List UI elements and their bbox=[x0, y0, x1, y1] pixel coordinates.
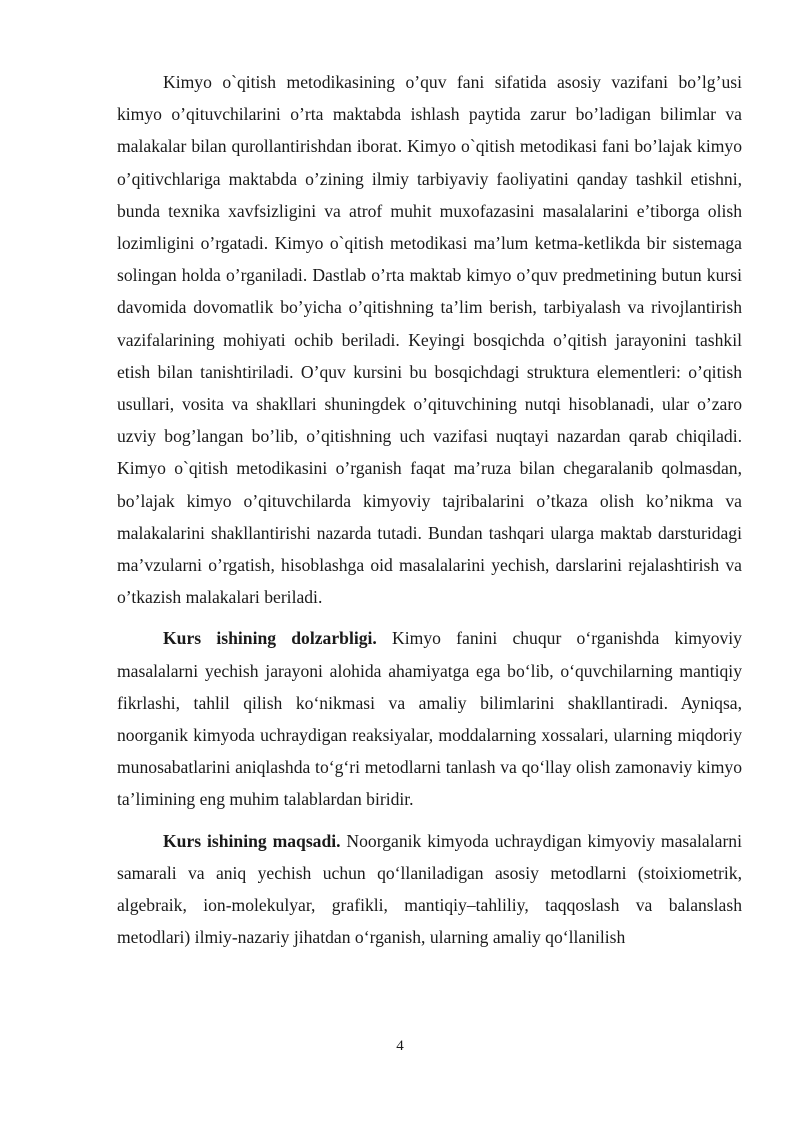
paragraph-goal bbox=[117, 825, 742, 954]
paragraph-relevance bbox=[117, 622, 742, 815]
paragraph-intro bbox=[117, 66, 742, 613]
relevance-heading: Kurs ishining dolzarbligi. bbox=[163, 628, 377, 649]
page-number: 4 bbox=[396, 1038, 404, 1054]
page-body bbox=[117, 66, 742, 953]
paragraph-goal-text: Noorganik kimyoda uchraydigan kimyoviy masalalarni samarali va aniq yechish uchun qo‘llaniladigan asosiy metodlarni (stoixiometrik, algebraik, ion-molekulyar, grafikli, mantiqiy–tahliliy, taqqoslash va balanslash metodlari) ilmiy-nazariy jihatdan o‘rganish, ularning amaliy qo‘llanilish bbox=[117, 830, 742, 948]
paragraph-intro-text: Kimyo o`qitish metodikasining o’quv fani sifatida asosiy vazifani bo’lg’usi kimyo o’qituvchilarini o’rta maktabda ishlash paytida zarur bo’ladigan bilimlar va malakalar bilan qurollantirishdan iborat. Kimyo o`qitish metodikasi fani bo’lajak kimyo o’qitivchlariga maktabda o’zining ilmiy tarbiyaviy faoliyatini qanday tashkil etishni, bunda texnika xavfsizligini va atrof muhit muxofazasini masalalarini e’tiborga olish lozimligini o’rgatadi. Kimyo o`qitish metodikasi ma’lum ketma-ketlikda bir sistemaga solingan holda o’rganiladi. Dastlab o’rta maktab kimyo o’quv predmetining butun kursi davomida dovomatlik bo’yicha o’qitishning ta’lim berish, tarbiyalash va rivojlantirish vazifalarining mohiyati ochib beriladi. Keyingi bosqichda o’qitish jarayonini tashkil etish bilan tanishtiriladi. O’quv kursini bu bosqichdagi struktura elementleri: o’qitish usullari, vosita va shakllari shuningdek o’qituvchining nutqi hisoblanadi, ular o’zaro uzviy bog’langan bo’lib, o’qitishning uch vazifasi nuqtayi nazardan qarab chiqiladi. Kimyo o`qitish metodikasini o’rganish faqat ma’ruza bilan chegaralanib qolmasdan, bo’lajak kimyo o’qituvchilarda kimyoviy tajribalarini o’tkaza olish ko’nikma va malakalarini shakllantirishi nazarda tutadi. Bundan tashqari ularga maktab darsturidagi ma’vzularni o’rgatish, hisoblashga oid masalalarini yechish, darslarini rejalashtirish va o’tkazish malakalari beriladi. bbox=[117, 72, 742, 608]
goal-heading: Kurs ishining maqsadi. bbox=[163, 830, 341, 851]
paragraph-relevance-text: Kimyo fanini chuqur o‘rganishda kimyoviy masalalarni yechish jarayoni alohida ahamiyatga ega bo‘lib, o‘quvchilarning mantiqiy fikrlashi, tahlil qilish ko‘nikmasi va amaliy bilimlarini shakllantiradi. Ayniqsa, noorganik kimyoda uchraydigan reaksiyalar, moddalarning xossalari, ularning miqdoriy munosabatlarini aniqlashda to‘g‘ri metodlarni tanlash va qo‘llay olish zamonaviy kimyo ta’limining eng muhim talablardan biridir. bbox=[117, 628, 742, 810]
